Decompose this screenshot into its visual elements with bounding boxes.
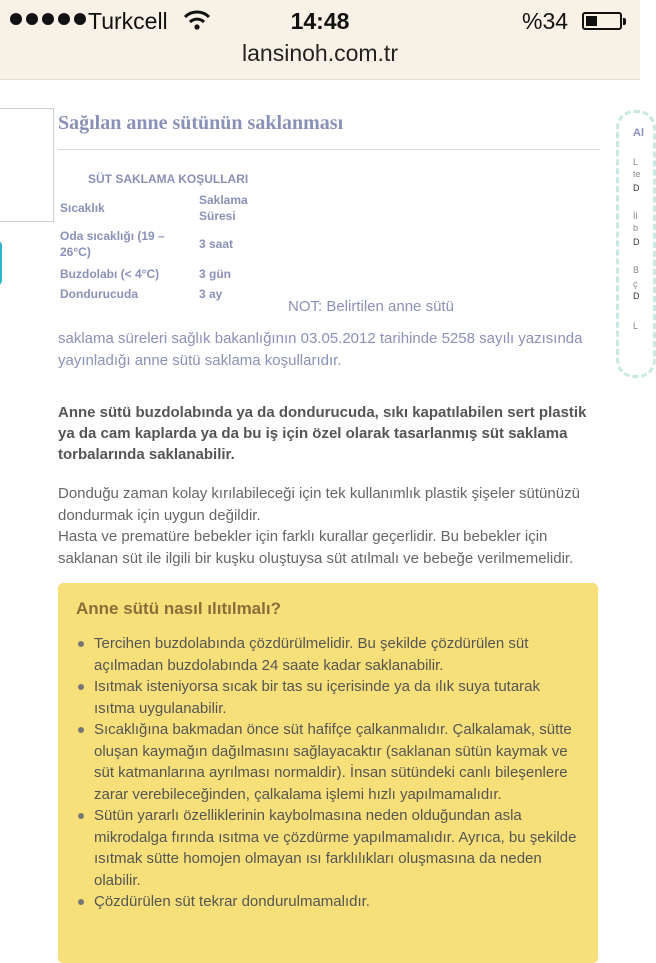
browser-top-bar	[0, 0, 640, 80]
right-fragment-text: Al	[633, 127, 644, 139]
left-side-tab[interactable]	[0, 240, 2, 286]
paragraph-line: Hasta ve prematüre bebekler için farklı kurallar geçerlidir. Bu bebekler için saklanan süt ile ilgili bir kuşku oluştuysa süt atılmalı ve bebeğe verilmemelidir.	[58, 528, 574, 567]
table-cell: Oda sıcaklığı (19 – 26°C)	[60, 229, 165, 259]
right-fragment-text: D	[633, 237, 640, 247]
page-title: Sağılan anne sütünün saklanması	[58, 112, 600, 150]
paragraph-line: Donduğu zaman kolay kırılabileceği için tek kullanımlık plastik şişeler sütünüzü dondurmak için uygun değildir.	[58, 485, 580, 524]
table-cell: 3 ay	[199, 287, 223, 301]
table-header-temperature: Sıcaklık	[60, 201, 105, 215]
list-item: Sütün yararlı özelliklerinin kaybolmasına neden olduğundan asla mikrodalga fırında ısıtma ve çözdürme yapılmamalıdır. Ayrıca, bu şekilde ısıtmak sütte homojen olmayan ısı farklılıkları oluşmasına da neden olabilir.	[76, 805, 580, 891]
storage-info-paragraph	[58, 483, 600, 569]
table-cell: Dondurucuda	[60, 287, 138, 301]
status-time: 14:48	[290, 8, 350, 34]
carrier-name: Turkcell	[88, 8, 168, 34]
list-item: Çözdürülen süt tekrar dondurulmamalıdır.	[76, 891, 580, 913]
right-fragment-text: B	[633, 265, 640, 275]
right-fragment-text: D	[633, 291, 640, 301]
left-sidebar-fragment	[0, 108, 54, 222]
table-title: SÜT SAKLAMA KOŞULLARI	[88, 172, 249, 186]
list-item: Isıtmak isteniyorsa sıcak bir tas su içerisinde ya da ılık suya tutarak ısıtma uygulanabilir.	[76, 676, 580, 719]
warming-info-box	[58, 583, 598, 963]
table-cell: 3 gün	[199, 267, 231, 281]
right-fragment-text: ç	[633, 279, 638, 289]
battery-percentage: %34	[522, 8, 569, 34]
right-fragment-text: D	[633, 183, 640, 193]
list-item: Tercihen buzdolabında çözdürülmelidir. Bu şekilde çözdürülen süt açılmadan buzdolabında 24 saate kadar saklanabilir.	[76, 633, 580, 676]
right-sidebar-fragment	[616, 110, 656, 378]
table-cell: Buzdolabı (< 4°C)	[60, 267, 160, 281]
box-title: Anne sütü nasıl ılıtılmalı?	[76, 599, 281, 618]
status-bar	[0, 0, 640, 40]
right-fragment-text: b	[633, 223, 639, 233]
right-fragment-text: L	[633, 321, 639, 331]
note-text: saklama süreleri sağlık bakanlığının 03.05.2012 tarihinde 5258 sayılı yazısında yayınladığı anne sütü saklama koşullarıdır.	[58, 330, 583, 369]
right-fragment-text: İl	[633, 211, 638, 221]
list-item: Sıcaklığına bakmadan önce süt hafifçe çalkanmalıdır. Çalkalamak, sütte oluşan kaymağın dağılmasını sağlayacaktır (saklanan sütün kaymak ve süt katmanlarına ayrılması normaldir). İnsan sütündeki canlı bileşenlere zarar verebileceğinden, çalkalama işlemi hızlı yapılmamalıdır.	[76, 719, 580, 805]
battery-icon	[582, 12, 622, 30]
warming-list	[76, 633, 580, 913]
right-fragment-text: L	[633, 157, 639, 167]
main-content	[58, 100, 600, 569]
table-header-duration: Saklama Süresi	[199, 193, 248, 223]
table-cell: 3 saat	[199, 237, 234, 251]
note-heading: NOT: Belirtilen anne sütü	[288, 298, 454, 315]
right-fragment-text: te	[633, 169, 641, 179]
storage-table	[58, 172, 600, 310]
storage-info-bold: Anne sütü buzdolabında ya da dondurucuda, sıkı kapatılabilen sert plastik ya da cam kaplarda ya da bu iş için özel olarak tasarlanmış süt saklama torbalarında saklanabilir.	[58, 404, 587, 463]
address-bar-url[interactable]: lansinoh.com.tr	[242, 40, 398, 66]
